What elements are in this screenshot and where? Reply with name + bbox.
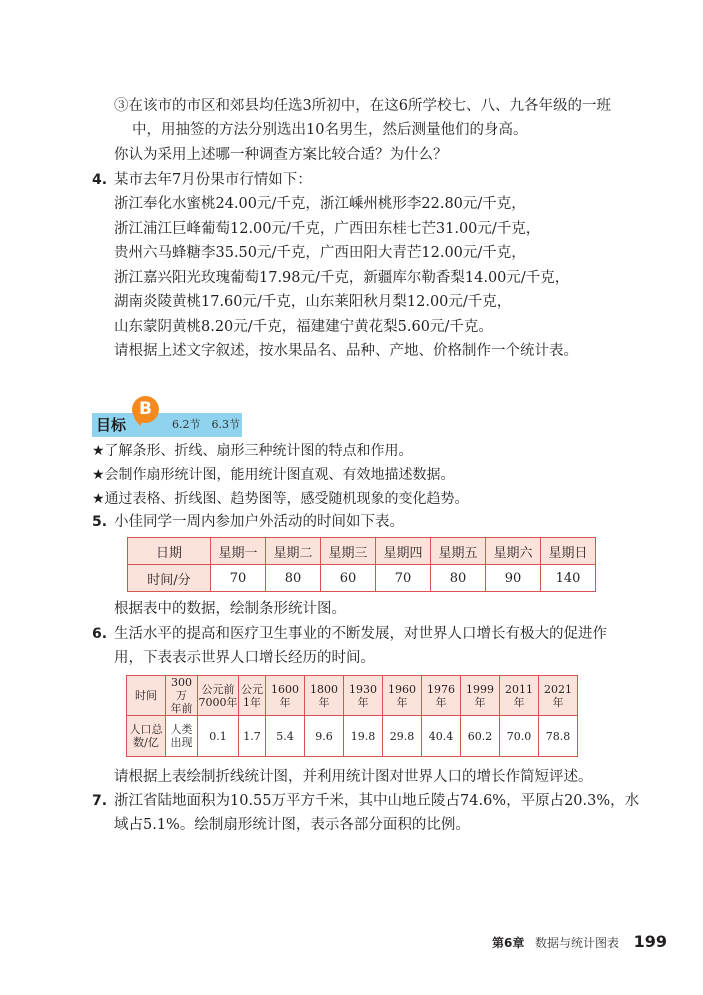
q3-question: 你认为采用上述哪一种调查方案比较合适？为什么？ <box>114 147 448 163</box>
table-header-cell: 300万 年前 <box>166 676 198 716</box>
table-header-cell: 2011年 <box>500 676 539 716</box>
table-cell: 60 <box>321 565 376 592</box>
q4-line: 某市去年7月份果市行情如下： <box>114 172 312 188</box>
q7-number: 7. <box>92 793 108 809</box>
table-header-cell: 星期二 <box>266 538 321 565</box>
table-cell: 80 <box>431 565 486 592</box>
objective-item: ★通过表格、折线图、趋势图等，感受随机现象的变化趋势。 <box>92 491 469 507</box>
q6-task: 请根据上表绘制折线统计图，并利用统计图对世界人口的增长作简短评述。 <box>114 769 593 785</box>
table-header-cell: 星期五 <box>431 538 486 565</box>
table-header-cell: 星期六 <box>486 538 541 565</box>
table-cell: 5.4 <box>266 716 305 757</box>
q3-option3-line2: 中，用抽签的方法分别选出10名男生，然后测量他们的身高。 <box>132 122 528 138</box>
q3-option3-line1: ③在该市的市区和郊县均任选3所初中，在这6所学校七、八、九各年级的一班 <box>114 98 611 114</box>
q4-line: 浙江嘉兴阳光玫瑰葡萄17.98元/千克，新疆库尔勒香梨14.00元/千克， <box>114 270 570 286</box>
table-row-label: 人口总 数/亿 <box>127 716 166 757</box>
table-cell: 80 <box>266 565 321 592</box>
q5-number: 5. <box>92 514 108 530</box>
table-cell: 9.6 <box>305 716 344 757</box>
table-header-cell: 1600年 <box>266 676 305 716</box>
q6-number: 6. <box>92 626 108 642</box>
table-header-cell: 星期四 <box>376 538 431 565</box>
table-header-cell: 1976年 <box>422 676 461 716</box>
chapter-title: 数据与统计图表 <box>534 936 619 950</box>
table-header-cell: 1999年 <box>461 676 500 716</box>
q4-line: 山东蒙阴黄桃8.20元/千克，福建建宁黄花梨5.60元/千克。 <box>114 319 493 335</box>
table-header-cell: 1960年 <box>383 676 422 716</box>
q5-task: 根据表中的数据，绘制条形统计图。 <box>114 601 346 617</box>
table-cell: 90 <box>486 565 541 592</box>
q4-number: 4. <box>92 172 108 188</box>
table-cell: 60.2 <box>461 716 500 757</box>
table-cell: 人类 出现 <box>166 716 198 757</box>
table-header-cell: 星期三 <box>321 538 376 565</box>
page-footer <box>492 933 667 952</box>
target-sections: 6.2节 6.3节 <box>172 418 240 431</box>
population-table <box>126 675 578 757</box>
q4-line: 湖南炎陵黄桃17.60元/千克，山东莱阳秋月梨12.00元/千克， <box>114 294 512 310</box>
target-label: 目标 <box>96 416 127 434</box>
table-header-cell: 星期一 <box>211 538 266 565</box>
table-header-cell: 公元前 7000年 <box>198 676 239 716</box>
q6-line1: 生活水平的提高和医疗卫生事业的不断发展，对世界人口增长有极大的促进作 <box>114 626 607 642</box>
q6-line2: 用，下表表示世界人口增长经历的时间。 <box>114 650 375 666</box>
table-cell: 70.0 <box>500 716 539 757</box>
table-cell: 19.8 <box>344 716 383 757</box>
page-number: 199 <box>633 932 667 951</box>
table-header-cell: 星期日 <box>541 538 596 565</box>
table-cell: 78.8 <box>539 716 578 757</box>
q4-line: 请根据上述文字叙述，按水果品名、品种、产地、价格制作一个统计表。 <box>114 343 578 359</box>
activity-time-table <box>127 537 596 592</box>
table-header-cell: 2021年 <box>539 676 578 716</box>
q4-line: 浙江奉化水蜜桃24.00元/千克，浙江嵊州桃形李22.80元/千克， <box>114 196 526 212</box>
q4-line: 浙江浦江巨峰葡萄12.00元/千克，广西田东桂七芒31.00元/千克， <box>114 221 541 237</box>
table-row-label: 时间/分 <box>128 565 211 592</box>
chapter-label: 第6章 <box>492 936 525 950</box>
q7-line2: 域占5.1%。绘制扇形统计图，表示各部分面积的比例。 <box>114 817 470 833</box>
table-header-cell: 时间 <box>127 676 166 716</box>
table-cell: 70 <box>211 565 266 592</box>
objective-item: ★会制作扇形统计图，能用统计图直观、有效地描述数据。 <box>92 467 455 483</box>
table-cell: 140 <box>541 565 596 592</box>
table-cell: 70 <box>376 565 431 592</box>
table-header-cell: 1930年 <box>344 676 383 716</box>
target-level-badge: B <box>132 396 159 423</box>
table-cell: 40.4 <box>422 716 461 757</box>
table-header-cell: 1800年 <box>305 676 344 716</box>
q4-line: 贵州六马蜂糖李35.50元/千克，广西田阳大青芒12.00元/千克， <box>114 245 526 261</box>
table-header-cell: 公元 1年 <box>239 676 266 716</box>
q5-intro: 小佳同学一周内参加户外活动的时间如下表。 <box>114 514 404 530</box>
table-header-cell: 日期 <box>128 538 211 565</box>
table-cell: 1.7 <box>239 716 266 757</box>
table-cell: 29.8 <box>383 716 422 757</box>
table-cell: 0.1 <box>198 716 239 757</box>
objective-item: ★了解条形、折线、扇形三种统计图的特点和作用。 <box>92 443 413 459</box>
q7-line1: 浙江省陆地面积为10.55万平方千米，其中山地丘陵占74.6%，平原占20.3%，水 <box>114 793 640 809</box>
